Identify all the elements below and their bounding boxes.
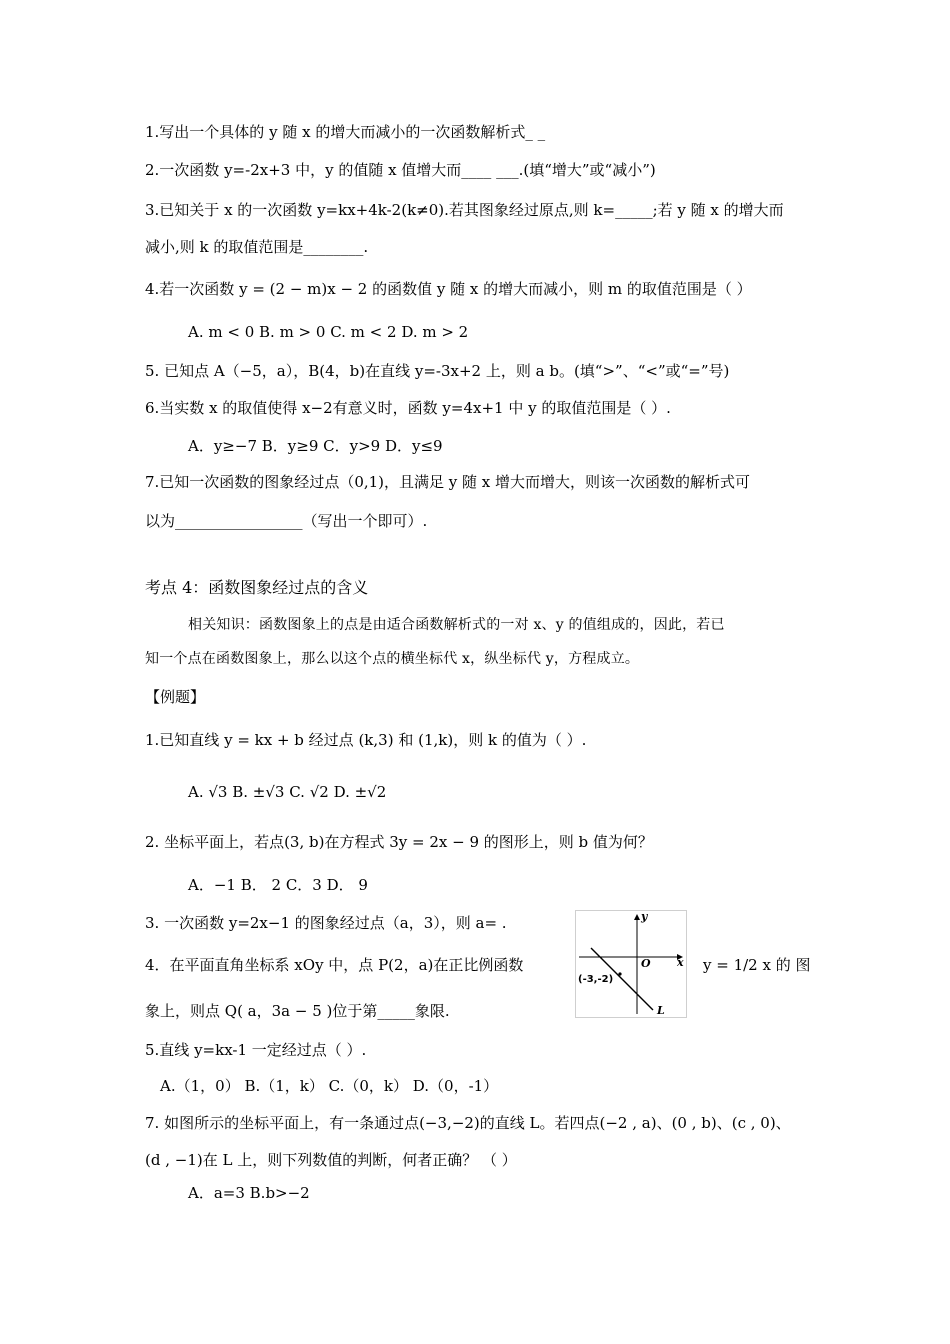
example-q5: 5.直线 y=kx-1 一定经过点（ ）. bbox=[145, 1041, 367, 1059]
practice-q5: 5. 已知点 A（−5，a），B(4，b)在直线 y=-3x+2 上，则 a b。(填“>”、“<”或“=”号) bbox=[145, 362, 730, 380]
practice-q3-line1: 3.已知关于 x 的一次函数 y=kx+4k-2(k≠0).若其图象经过原点,则 k=_____;若 y 随 x 的增大而 bbox=[145, 201, 784, 219]
example-q2-options: A．−1 B． 2 C．3 D． 9 bbox=[188, 876, 368, 894]
practice-q6: 6.当实数 x 的取值使得 x−2有意义时，函数 y=4x+1 中 y 的取值范围是（ ）. bbox=[145, 399, 671, 417]
example-q4-line1: 4．在平面直角坐标系 xOy 中，点 P(2，a)在正比例函数 bbox=[145, 956, 524, 974]
practice-q7-line2: 以为_________________（写出一个即可）. bbox=[145, 512, 428, 530]
practice-q3-line2: 减小,则 k 的取值范围是________. bbox=[145, 238, 369, 256]
practice-q4: 4.若一次函数 y = (2 − m)x − 2 的函数值 y 随 x 的增大而减小，则 m 的取值范围是（ ） bbox=[145, 280, 752, 298]
related-knowledge-line1: 相关知识：函数图象上的点是由适合函数解析式的一对 x、y 的值组成的，因此，若已 bbox=[188, 617, 725, 633]
examples-heading: 【例题】 bbox=[145, 688, 206, 706]
line-label: L bbox=[657, 1004, 665, 1017]
example-q3: 3. 一次函数 y=2x−1 的图象经过点（a，3），则 a= . bbox=[145, 914, 507, 932]
example-q1-options: A. √3 B. ±√3 C. √2 D. ±√2 bbox=[188, 783, 387, 801]
practice-q1: 1.写出一个具体的 y 随 x 的增大而减小的一次函数解析式_ _ bbox=[145, 123, 546, 141]
example-q4-function-tail: y = 1/2 x 的 图 bbox=[703, 956, 811, 974]
point-label: (-3,-2) bbox=[578, 974, 614, 985]
x-axis-label: x bbox=[677, 956, 684, 969]
coordinate-figure-svg bbox=[575, 910, 687, 1018]
example-q7-line1: 7. 如图所示的坐标平面上，有一条通过点(−3,−2)的直线 L。若四点(−2 , a)、(0 , b)、(c , 0)、 bbox=[145, 1114, 791, 1132]
example-q5-options: A.（1，0） B.（1，k） C.（0，k） D.（0，-1） bbox=[160, 1077, 499, 1095]
practice-q2: 2.一次函数 y=-2x+3 中，y 的值随 x 值增大而____ ___.(填“增大”或“减小”) bbox=[145, 161, 656, 179]
practice-q4-options: A. m < 0 B. m > 0 C. m < 2 D. m > 2 bbox=[188, 323, 469, 341]
example-q1: 1.已知直线 y = kx + b 经过点 (k,3) 和 (1,k)，则 k 的值为（ ）. bbox=[145, 731, 587, 749]
example-q7-options: A．a=3 B.b>−2 bbox=[188, 1184, 310, 1202]
coordinate-figure bbox=[575, 910, 687, 1018]
point-marker bbox=[618, 972, 621, 975]
origin-label: O bbox=[641, 957, 651, 970]
related-knowledge-line2: 知一个点在函数图象上，那么以这个点的横坐标代 x，纵坐标代 y，方程成立。 bbox=[145, 651, 640, 667]
example-q4-line2: 象上，则点 Q( a，3a − 5 )位于第_____象限. bbox=[145, 1002, 450, 1020]
section-title: 考点 4：函数图象经过点的含义 bbox=[145, 578, 369, 597]
y-axis-label: y bbox=[641, 910, 648, 923]
example-q7-line2: (d , −1)在 L 上，则下列数值的判断，何者正确？ （ ） bbox=[145, 1151, 517, 1169]
practice-q7-line1: 7.已知一次函数的图象经过点（0,1)，且满足 y 随 x 增大而增大，则该一次函数的解析式可 bbox=[145, 473, 751, 491]
practice-q6-options: A．y≥−7 B．y≥9 C．y>9 D．y≤9 bbox=[188, 437, 443, 455]
example-q2: 2. 坐标平面上，若点(3, b)在方程式 3y = 2x − 9 的图形上，则 b 值为何？ bbox=[145, 833, 653, 851]
figure-border bbox=[576, 911, 687, 1018]
